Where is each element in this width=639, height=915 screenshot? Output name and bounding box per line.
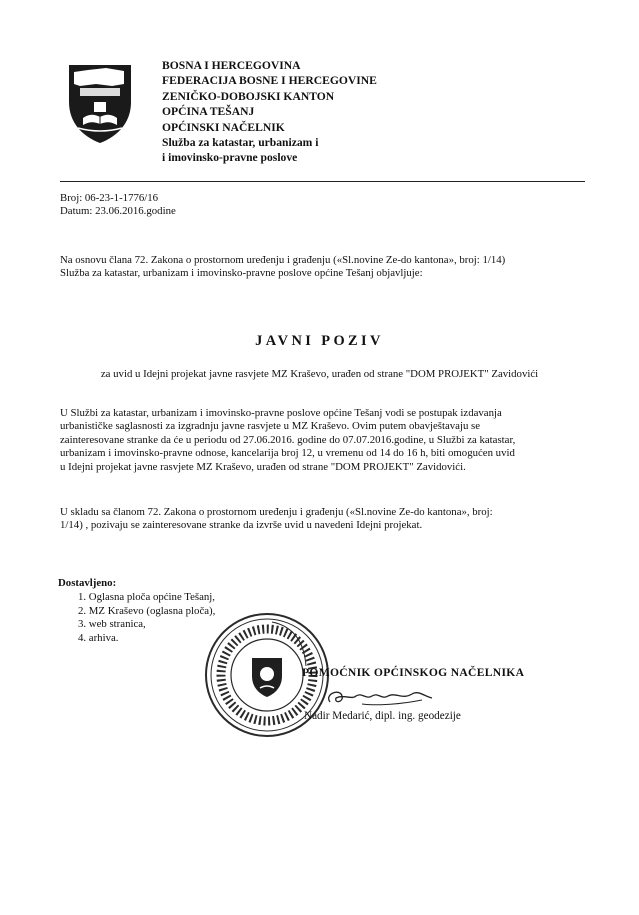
reference-number: Broj: 06-23-1-1776/16 [60, 192, 159, 204]
distribution-item: 1. Oglasna ploča općine Tešanj, [78, 590, 215, 603]
header-line-country: BOSNA I HERCEGOVINA [162, 59, 301, 72]
handwritten-signature [322, 684, 462, 710]
paragraph-1-line: U Službi za katastar, urbanizam i imovinsko-pravne poslove općine Tešanj vodi se postupak izdavanja [60, 407, 502, 419]
header-line-canton: ZENIČKO-DOBOJSKI KANTON [162, 89, 335, 103]
header-line-service-1: Služba za katastar, urbanizam i [162, 136, 319, 150]
header-divider [60, 181, 585, 182]
paragraph-1-line: urbanizam i imovinsko-pravne odnose, kancelarija broj 12, u vremenu od 14 do 16 h, biti omogućen uvid [60, 447, 515, 460]
distribution-heading: Dostavljeno: [58, 577, 117, 589]
intro-line-1: Na osnovu člana 72. Zakona o prostornom uređenju i građenju («Sl.novine Ze-do kantona», broj: 1/14) [60, 254, 506, 266]
intro-line-2: Služba za katastar, urbanizam i imovinsko-pravne poslove općine Tešanj objavljuje: [60, 267, 423, 280]
paragraph-1-line: urbanističke saglasnosti za izgradnju javne rasvjete u MZ Kraševo. Ovim putem obavještavaju se [60, 420, 481, 433]
header-line-municipality: OPĆINA TEŠANJ [162, 105, 255, 119]
institution-header [162, 58, 377, 166]
document-title: JAVNI POZIV [255, 333, 384, 349]
document-meta [60, 192, 176, 219]
signatory-name: Nadir Medarić, dipl. ing. geodezije [304, 710, 461, 722]
main-paragraph [60, 407, 590, 474]
header-line-mayor: OPĆINSKI NAČELNIK [162, 120, 285, 134]
paragraph-1-line: u Idejni projekat javne rasvjete MZ Kraševo, urađen od strane "DOM PROJEKT" Zavidovići. [60, 460, 466, 473]
intro-paragraph [60, 254, 590, 281]
header-line-service-2: i imovinsko-pravne poslove [162, 151, 298, 165]
distribution-list [60, 577, 215, 646]
document-subtitle: za uvid u Idejni projekat javne rasvjete MZ Kraševo, urađen od strane "DOM PROJEKT" Zavidovići [100, 368, 539, 380]
paragraph-2-line: U skladu sa članom 72. Zakona o prostornom uređenju i građenju («Sl.novine Ze-do kantona», broj: [60, 506, 493, 518]
pen-stroke-icon [268, 620, 308, 670]
document-date: Datum: 23.06.2016.godine [60, 205, 176, 218]
paragraph-2-line: 1/14) , pozivaju se zainteresovane stranke da izvrše uvid u navedeni Idejni projekat. [60, 519, 423, 532]
distribution-item: 3. web stranica, [78, 618, 146, 631]
distribution-item: 4. arhiva. [78, 632, 119, 645]
coat-of-arms-icon [66, 62, 134, 146]
distribution-item: 2. MZ Kraševo (oglasna ploča), [78, 604, 216, 617]
paragraph-1-line: zainteresovane stranke da će u periodu od 27.06.2016. godine do 07.07.2016.godine, u Službi za katastar, [60, 433, 516, 446]
legal-paragraph [60, 506, 590, 533]
header-line-federation: FEDERACIJA BOSNE I HERCEGOVINE [162, 74, 377, 88]
signatory-title: POMOĆNIK OPĆINSKOG NAČELNIKA [302, 666, 525, 679]
